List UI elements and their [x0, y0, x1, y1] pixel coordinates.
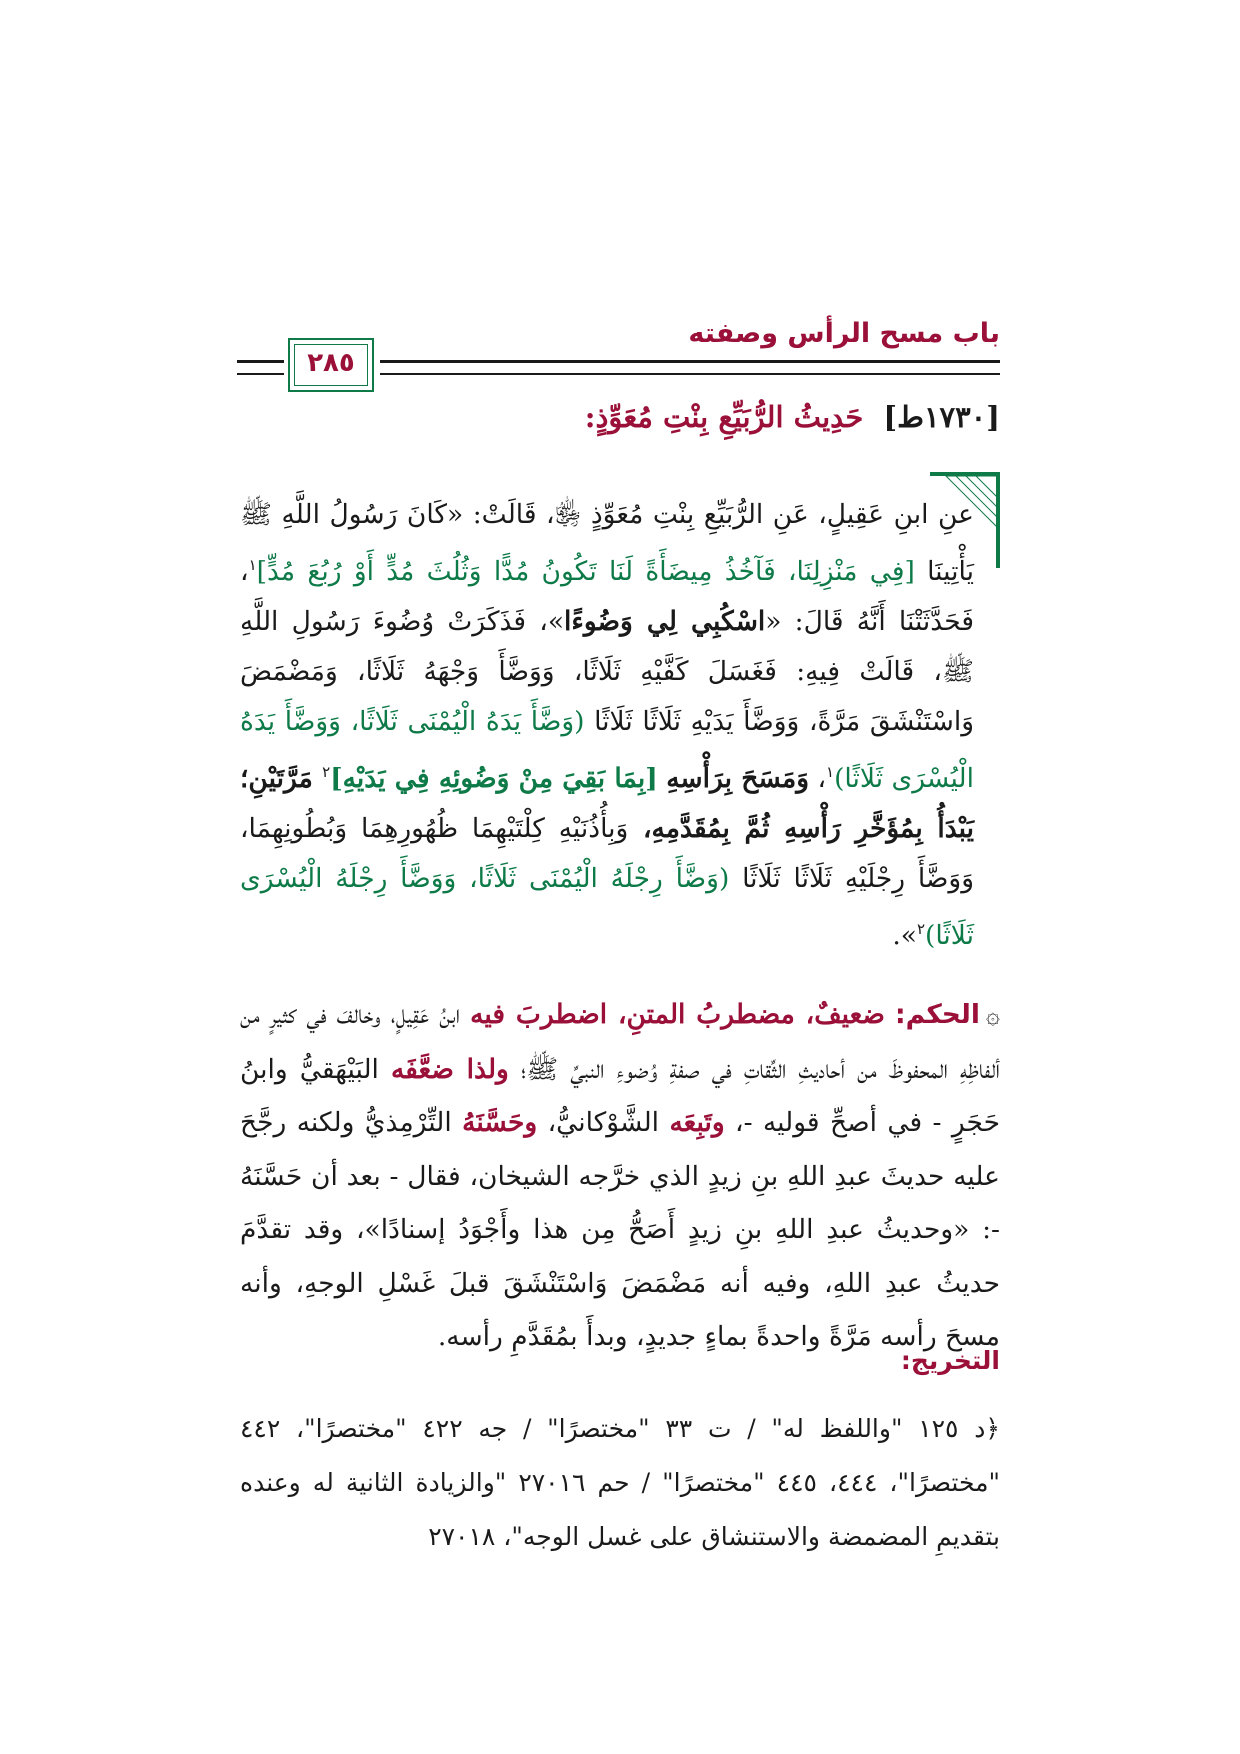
hadith-text-part: عنِ ابنِ عَقِيلٍ، عَنِ الرُّبَيِّعِ بِنْتِ مُعَوِّذٍ ﵂، قَالَتْ: «كَانَ رَسُولُ اللَّهِ ﷺ يَأْتِينَا [240, 499, 974, 587]
hadith-text-part: وَبِأُذُنَيْهِ كِلْتَيْهِمَا ظُهُورِهِمَا وَبُطُونِهِمَا، وَوَضَّأَ رِجْلَيْهِ ثَلَاثًا ثَلَاثًا [240, 812, 975, 894]
ruling-text: الشَّوْكانيُّ، [537, 1107, 670, 1138]
hadith-bold-part: وَمَسَحَ بِرَأْسِهِ [666, 762, 809, 794]
header-rule [380, 360, 1000, 375]
hadith-text-part [658, 763, 666, 794]
ruling-text: ابنُ عَقِيلٍ، وخالفَ في كثيرٍ من ألفاظِهِ المحفوظَ من أحاديثِ الثِّقاتِ في صفةِ وُضوءِ النبيِّ ﷺ؛ [240, 999, 1000, 1085]
hadith-text-part: ». [892, 919, 917, 951]
running-title: باب مسح الرأس وصفته [688, 318, 1000, 349]
hadith-addition: [بِمَا بَقِيَ مِنْ وَضُوئِهِ فِي يَدَيْهِ] [330, 762, 658, 794]
ruling-text: التِّرْمِذيُّ ولكنه رجَّحَ عليه حديثَ عبدِ اللهِ بنِ زيدٍ الذي خرَّجه الشيخان، فقال - بعد أن حَسَّنَهُ -: «وحديثُ عبدِ اللهِ بنِ زيدٍ أَصَحُّ مِن هذا وأَجْوَدُ إسنادًا»، وقد تقدَّمَ حديثُ عبدِ اللهِ، وفيه أنه مَضْمَضَ وَاسْتَنْشَقَ قبلَ غَسْلِ الوجهِ، وأنه مسحَ رأسه مَرَّةً واحدةً بماءٍ جديدٍ، وبدأَ بمُقَدَّمِ رأسه. [240, 1107, 1000, 1352]
hadith-heading [240, 400, 1000, 434]
footnote-marker: ١ [826, 762, 835, 781]
ruling-text: البَيْهَقيُّ وابنُ حَجَرٍ - في أصحِّ قوليه -، [240, 1053, 1000, 1138]
ruling-emphasis: وحَسَّنَهُ [462, 1107, 538, 1138]
ruling-paragraph [240, 988, 1000, 1364]
hadith-bold-part: مَرَّتَيْنِ؛ يَبْدَأُ بِمُؤَخَّرِ رَأْسِهِ ثُمَّ بِمُقَدَّمِهِ، [240, 762, 974, 844]
page-number: ٢٨٥ [307, 348, 355, 378]
hadith-reference: [١٧٣٠ط] [883, 400, 1000, 434]
hadith-text-part: »، فَذَكَرَتْ وُضُوءَ رَسُولِ اللَّهِ ﷺ، قَالَتْ فِيهِ: فَغَسَلَ كَفَّيْهِ ثَلَاثًا، وَوَضَّأَ وَجْهَهُ ثَلَاثًا، وَمَضْمَضَ وَاسْتَنْشَقَ مَرَّةً، وَوَضَّأَ يَدَيْهِ ثَلَاثًا ثَلَاثًا [240, 605, 974, 737]
page-number-frame [288, 338, 374, 392]
flower-icon: ۞ [985, 1001, 1000, 1029]
hadith-text-box [240, 470, 1000, 968]
prophet-saying: اسْكُبِي لِي وَضُوءًا [564, 605, 766, 637]
footnote-marker: ٢ [916, 919, 926, 938]
takhrij-text: ﴿د ١٢٥ "واللفظ له" / ت ٣٣ "مختصرًا" / جه ٤٢٢ "مختصرًا"، ٤٤٢ "مختصرًا"، ٤٤٤، ٤٤٥ "مختصرًا" / حم ٢٧٠١٦ "والزيادة الثانية له وعنده بتقديمِ المضمضة والاستنشاق على غسل الوجه"، ٢٧٠١٨ [240, 1414, 1001, 1551]
footnote-marker: ١ [248, 556, 257, 574]
hadith-text-part: ، [809, 762, 827, 794]
hadith-addition: [فِي مَنْزِلِنَا، فَآخُذُ مِيضَأَةً لَنَا تَكُونُ مُدًّا وَثُلُثَ مُدٍّ أَوْ رُبُعَ مُدٍّ] [256, 555, 915, 587]
ruling-emphasis: ولذا ضعَّفَه [390, 1053, 509, 1085]
takhrij-heading: التخريج: [900, 1346, 1000, 1375]
hadith-addition: (وَضَّأَ رِجْلَهُ الْيُمْنَى ثَلَاثًا، وَوَضَّأَ رِجْلَهُ الْيُسْرَى ثَلَاثًا) [240, 862, 974, 951]
hadith-title: حَدِيثُ الرُّبَيِّعِ بِنْتِ مُعَوِّذٍ: [584, 400, 864, 434]
footnote-marker: ٢ [322, 762, 331, 781]
hadith-addition: (وَضَّأَ يَدَهُ الْيُمْنَى ثَلَاثًا، وَوَضَّأَ يَدَهُ الْيُسْرَى ثَلَاثًا) [240, 705, 974, 794]
hadith-text [240, 490, 974, 960]
header-rule-left [237, 360, 284, 375]
ruling-verdict: ضعيفٌ، مضطربُ المتنِ، اضطربَ فيه [470, 999, 885, 1030]
ruling-label: الحكم: [895, 999, 980, 1030]
ruling-emphasis: وتَبِعَه [669, 1107, 725, 1138]
hadith-text-part: ، فَحَدَّثَتْنَا أَنَّهُ قَالَ: « [240, 555, 974, 637]
